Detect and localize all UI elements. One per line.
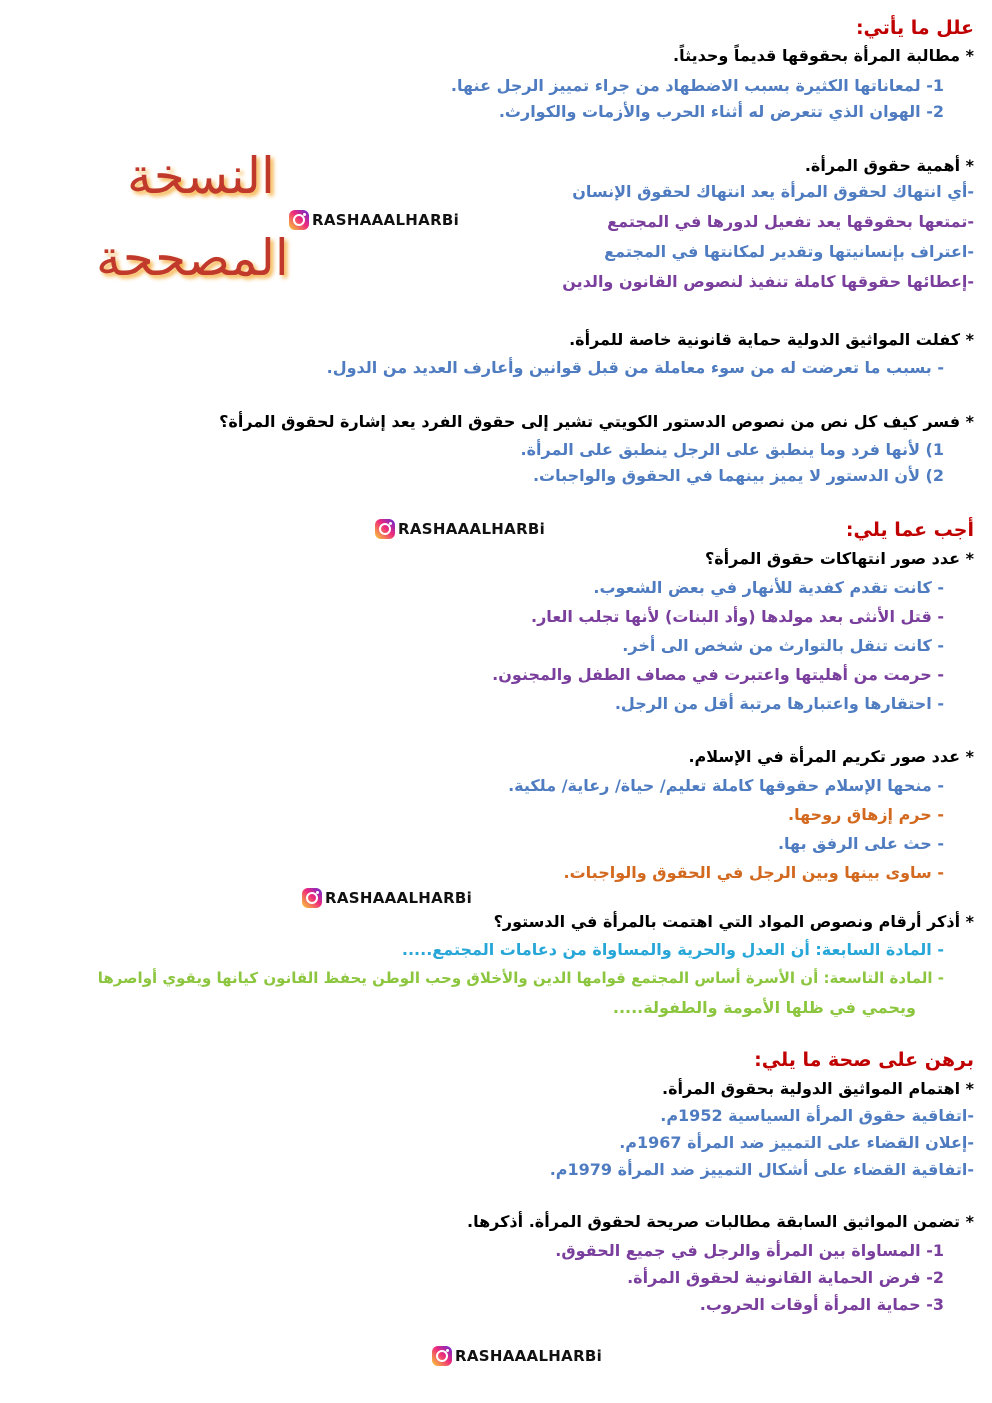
answer: -اتفاقية القضاء على أشكال التمييز ضد المرأة 1979م. <box>549 1160 974 1179</box>
answer: 1- لمعاناتها الكثيرة بسبب الاضطهاد من جراء تمييز الرجل عنها. <box>450 76 944 95</box>
section-heading: علل ما يأتي: <box>855 17 974 39</box>
answer: -اتفاقية حقوق المرأة السياسية 1952م. <box>660 1106 974 1125</box>
answer: - احتقارها واعتبارها مرتبة أقل من الرجل. <box>614 694 944 713</box>
answer: -إعلان القضاء على التمييز ضد المرأة 1967م. <box>619 1133 974 1152</box>
section-heading: برهن على صحة ما يلي: <box>754 1049 974 1071</box>
answer: - حرم إزهاق روحها. <box>788 805 944 824</box>
watermark-text: RASHAAALHARBi <box>312 211 460 229</box>
answer: - حرمت من أهليتها واعتبرت في مصاف الطفل والمجنون. <box>492 665 944 684</box>
question: * اهتمام المواثيق الدولية بحقوق المرأة. <box>662 1079 974 1098</box>
watermark <box>289 210 459 230</box>
instagram-icon <box>302 888 322 908</box>
watermark <box>375 519 545 539</box>
question: * مطالبة المرأة بحقوقها قديماً وحديثاً. <box>673 46 974 65</box>
question: * أذكر أرقام ونصوص المواد التي اهتمت بالمرأة في الدستور؟ <box>493 912 974 931</box>
question: * عدد صور تكريم المرأة في الإسلام. <box>688 747 974 766</box>
answer: - كانت تقدم كفدية للأنهار في بعض الشعوب. <box>593 578 944 597</box>
answer: -تمتعها بحقوقها يعد تفعيل لدورها في المجتمع <box>607 212 974 231</box>
answer: - منحها الإسلام حقوقها كاملة تعليم/ حياة/ رعاية/ ملكية. <box>508 776 944 795</box>
watermark <box>302 888 472 908</box>
answer: - كانت تنقل بالتوارث من شخص الى أخر. <box>622 636 944 655</box>
question: * كفلت المواثيق الدولية حماية قانونية خاصة للمرأة. <box>569 330 974 349</box>
answer: 2- فرض الحماية القانونية لحقوق المرأة. <box>627 1268 944 1287</box>
stamp-text: النسخة <box>127 147 275 205</box>
answer: -إعطائها حقوقها كاملة تنفيذ لنصوص القانون والدين <box>562 272 974 291</box>
answer: 2- الهوان الذي تتعرض له أثناء الحرب والأزمات والكوارث. <box>498 102 944 121</box>
answer: -أي انتهاك لحقوق المرأة يعد انتهاك لحقوق الإنسان <box>572 182 974 201</box>
answer: - المادة التاسعة: أن الأسرة أساس المجتمع قوامها الدين والأخلاق وحب الوطن يحفظ القانون كيانها ويقوي أواصرها <box>97 969 944 987</box>
answer: - قتل الأنثى بعد مولدها (وأد البنات) لأنها تجلب العار. <box>531 607 944 626</box>
section-heading: أجب عما يلي: <box>845 519 974 541</box>
answer: - بسبب ما تعرضت له من سوء معاملة من قبل قوانين وأعارف العديد من الدول. <box>326 358 944 377</box>
instagram-icon <box>289 210 309 230</box>
watermark <box>432 1346 602 1366</box>
question: * عدد صور انتهاكات حقوق المرأة؟ <box>704 549 974 568</box>
answer: - ساوى بينها وبين الرجل في الحقوق والواجبات. <box>563 863 944 882</box>
question: * أهمية حقوق المرأة. <box>804 156 974 175</box>
answer-continued: ويحمي في ظلها الأمومة والطفولة..... <box>612 998 916 1017</box>
watermark-text: RASHAAALHARBi <box>455 1347 603 1365</box>
watermark-text: RASHAAALHARBi <box>325 889 473 907</box>
answer: -اعتراف بإنسانيتها وتقدير لمكانتها في المجتمع <box>604 242 974 261</box>
question: * فسر كيف كل نص من نصوص الدستور الكويتي تشير إلى حقوق الفرد يعد إشارة لحقوق المرأة؟ <box>219 412 974 431</box>
instagram-icon <box>432 1346 452 1366</box>
answer: 2) لأن الدستور لا يميز بينهما في الحقوق والواجبات. <box>532 466 944 485</box>
stamp-text: المصححة <box>96 229 289 287</box>
answer: 1) لأنها فرد وما ينطبق على الرجل ينطبق على المرأة. <box>520 440 944 459</box>
watermark-text: RASHAAALHARBi <box>398 520 546 538</box>
answer: - حث على الرفق بها. <box>777 834 944 853</box>
answer: 1- المساواة بين المرأة والرجل في جميع الحقوق. <box>555 1241 944 1260</box>
instagram-icon <box>375 519 395 539</box>
question: * تضمن المواثيق السابقة مطالبات صريحة لحقوق المرأة. أذكرها. <box>466 1212 974 1231</box>
answer: 3- حماية المرأة أوقات الحروب. <box>699 1295 944 1314</box>
answer: - المادة السابعة: أن العدل والحرية والمساواة من دعامات المجتمع..... <box>401 940 944 959</box>
